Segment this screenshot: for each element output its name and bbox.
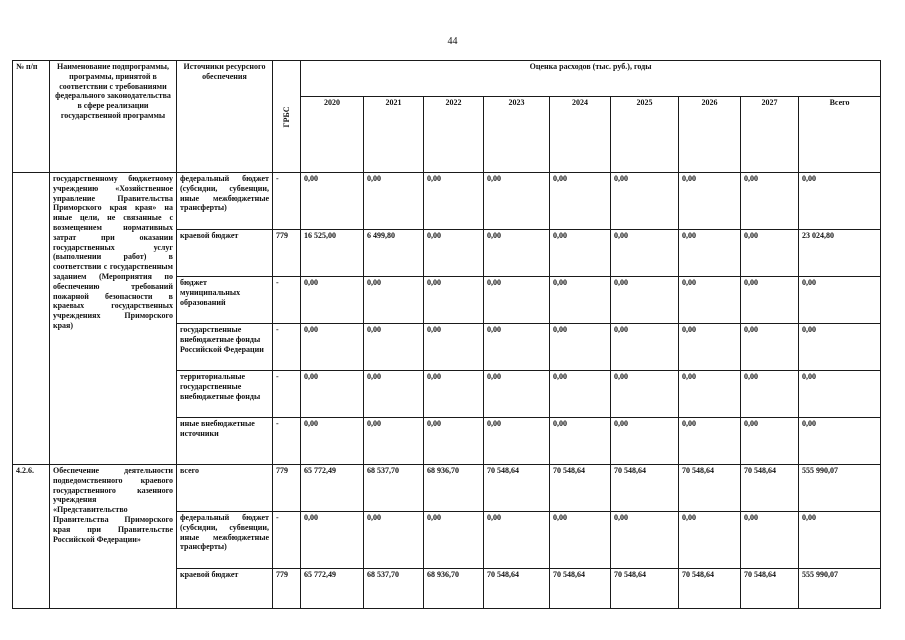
value-cell: 0,00: [741, 324, 799, 371]
value-cell: 0,00: [741, 173, 799, 230]
value-cell: 0,00: [611, 371, 679, 418]
header-name: Наименование подпрограммы, программы, принятой в соответствии с требованиями федерального законодательства в сфере реализации государственной программы: [50, 61, 177, 173]
value-cell: 68 537,70: [364, 569, 424, 609]
year-header: 2027: [741, 97, 799, 173]
total-cell: 555 990,07: [799, 465, 881, 512]
source-cell: федеральный бюджет (субсидии, субвенции, иные межбюджетные трансферты): [177, 173, 273, 230]
value-cell: 0,00: [424, 173, 484, 230]
value-cell: 0,00: [741, 277, 799, 324]
value-cell: 0,00: [679, 371, 741, 418]
value-cell: 0,00: [611, 173, 679, 230]
value-cell: 0,00: [424, 324, 484, 371]
value-cell: 0,00: [301, 512, 364, 569]
value-cell: 0,00: [424, 418, 484, 465]
value-cell: 0,00: [301, 371, 364, 418]
value-cell: 68 537,70: [364, 465, 424, 512]
value-cell: 0,00: [679, 512, 741, 569]
value-cell: 0,00: [301, 173, 364, 230]
header-row: [13, 61, 881, 97]
value-cell: 0,00: [484, 371, 550, 418]
value-cell: 0,00: [301, 277, 364, 324]
measure-name: Обеспечение деятельности подведомственного краевого государственного казенного учреждения «Представительство Правительства Приморского края при Правительстве Российской Федерации»: [50, 465, 177, 609]
value-cell: 70 548,64: [611, 569, 679, 609]
value-cell: 70 548,64: [679, 569, 741, 609]
value-cell: 0,00: [741, 418, 799, 465]
value-cell: 0,00: [364, 512, 424, 569]
total-cell: 0,00: [799, 418, 881, 465]
budget-table: [12, 60, 881, 609]
table-row: [13, 173, 881, 230]
source-cell: иные внебюджетные источники: [177, 418, 273, 465]
value-cell: 68 936,70: [424, 569, 484, 609]
header-num: № п/п: [13, 61, 50, 173]
row-num: [13, 173, 50, 465]
source-cell: бюджет муниципальных образований: [177, 277, 273, 324]
grbs-cell: -: [273, 512, 301, 569]
value-cell: 6 499,80: [364, 230, 424, 277]
grbs-cell: -: [273, 418, 301, 465]
value-cell: 0,00: [550, 173, 611, 230]
measure-name: государственному бюджетному учреждению «Хозяйственное управление Правительства Приморского края края» на иные цели, не связанные с возмещением нормативных затрат при оказании государственных услуг (выполнении работ) в соответствии с государственным заданием (Мероприятия по обеспечению требований пожарной безопасности в краевых государственных учреждениях Приморского края): [50, 173, 177, 465]
value-cell: 70 548,64: [484, 569, 550, 609]
total-cell: 0,00: [799, 324, 881, 371]
source-cell: краевой бюджет: [177, 569, 273, 609]
value-cell: 70 548,64: [679, 465, 741, 512]
year-header: 2021: [364, 97, 424, 173]
value-cell: 0,00: [679, 277, 741, 324]
grbs-cell: 779: [273, 465, 301, 512]
total-cell: 0,00: [799, 371, 881, 418]
value-cell: 0,00: [550, 230, 611, 277]
value-cell: 0,00: [679, 173, 741, 230]
value-cell: 0,00: [484, 173, 550, 230]
header-grbs-label: ГРБС: [281, 106, 291, 127]
source-cell: краевой бюджет: [177, 230, 273, 277]
value-cell: 0,00: [611, 418, 679, 465]
header-grbs: [273, 61, 301, 173]
value-cell: 70 548,64: [550, 569, 611, 609]
total-cell: 0,00: [799, 173, 881, 230]
total-cell: 23 024,80: [799, 230, 881, 277]
year-header: 2024: [550, 97, 611, 173]
value-cell: 0,00: [364, 418, 424, 465]
value-cell: 0,00: [301, 418, 364, 465]
value-cell: 0,00: [550, 324, 611, 371]
grbs-cell: -: [273, 277, 301, 324]
source-cell: федеральный бюджет (субсидии, субвенции, иные межбюджетные трансферты): [177, 512, 273, 569]
value-cell: 0,00: [550, 512, 611, 569]
header-source: Источники ресурсного обеспечения: [177, 61, 273, 173]
value-cell: 0,00: [424, 277, 484, 324]
total-cell: 0,00: [799, 277, 881, 324]
grbs-cell: -: [273, 324, 301, 371]
value-cell: 0,00: [484, 512, 550, 569]
value-cell: 0,00: [741, 512, 799, 569]
value-cell: 0,00: [550, 277, 611, 324]
value-cell: 70 548,64: [484, 465, 550, 512]
value-cell: 0,00: [679, 230, 741, 277]
value-cell: 70 548,64: [550, 465, 611, 512]
value-cell: 0,00: [424, 371, 484, 418]
value-cell: 0,00: [364, 324, 424, 371]
value-cell: 0,00: [741, 371, 799, 418]
value-cell: 70 548,64: [611, 465, 679, 512]
value-cell: 65 772,49: [301, 569, 364, 609]
value-cell: 0,00: [484, 324, 550, 371]
value-cell: 16 525,00: [301, 230, 364, 277]
grbs-cell: 779: [273, 569, 301, 609]
year-header-total: Всего: [799, 97, 881, 173]
value-cell: 70 548,64: [741, 465, 799, 512]
value-cell: 0,00: [364, 173, 424, 230]
year-header: 2026: [679, 97, 741, 173]
value-cell: 70 548,64: [741, 569, 799, 609]
value-cell: 0,00: [484, 230, 550, 277]
year-header: 2020: [301, 97, 364, 173]
grbs-cell: 779: [273, 230, 301, 277]
value-cell: 0,00: [364, 371, 424, 418]
value-cell: 0,00: [364, 277, 424, 324]
value-cell: 0,00: [611, 512, 679, 569]
source-cell: государственные внебюджетные фонды Российской Федерации: [177, 324, 273, 371]
total-cell: 0,00: [799, 512, 881, 569]
value-cell: 0,00: [741, 230, 799, 277]
year-header: 2023: [484, 97, 550, 173]
value-cell: 0,00: [611, 324, 679, 371]
grbs-cell: -: [273, 173, 301, 230]
table-row: [13, 465, 881, 512]
source-cell: территориальные государственные внебюджетные фонды: [177, 371, 273, 418]
value-cell: 0,00: [484, 277, 550, 324]
value-cell: 0,00: [424, 230, 484, 277]
year-header: 2025: [611, 97, 679, 173]
value-cell: 0,00: [550, 371, 611, 418]
source-cell: всего: [177, 465, 273, 512]
total-cell: 555 990,07: [799, 569, 881, 609]
row-num: 4.2.6.: [13, 465, 50, 609]
value-cell: 0,00: [679, 418, 741, 465]
value-cell: 68 936,70: [424, 465, 484, 512]
value-cell: 65 772,49: [301, 465, 364, 512]
value-cell: 0,00: [424, 512, 484, 569]
value-cell: 0,00: [611, 277, 679, 324]
value-cell: 0,00: [484, 418, 550, 465]
header-estimate: Оценка расходов (тыс. руб.), годы: [301, 61, 881, 97]
value-cell: 0,00: [611, 230, 679, 277]
value-cell: 0,00: [679, 324, 741, 371]
year-header: 2022: [424, 97, 484, 173]
value-cell: 0,00: [550, 418, 611, 465]
grbs-cell: -: [273, 371, 301, 418]
value-cell: 0,00: [301, 324, 364, 371]
page-number: 44: [447, 36, 458, 47]
